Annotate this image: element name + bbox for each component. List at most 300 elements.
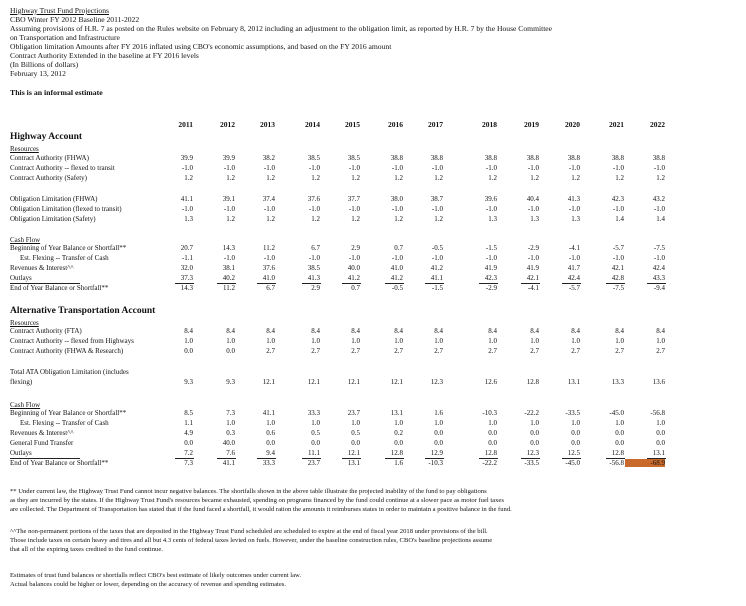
table-cell: 43.3: [652, 274, 665, 282]
row-label: Beginning of Year Balance or Shortfall**: [10, 244, 127, 252]
table-cell: 2.7: [656, 347, 665, 355]
table-cell: 1.2: [184, 174, 193, 182]
table-cell: -1.0: [391, 254, 403, 262]
row-underline: [647, 458, 666, 459]
table-cell: -1.0: [263, 205, 275, 213]
row-label: Obligation Limitation (Safety): [10, 215, 96, 223]
table-cell: 1.2: [311, 215, 320, 223]
year-header: 2014: [305, 120, 320, 129]
table-cell: 37.6: [262, 264, 275, 272]
table-cell: 12.5: [567, 449, 580, 457]
table-cell: 1.2: [394, 174, 403, 182]
row-label: Contract Authority (FHWA & Research): [10, 347, 124, 355]
table-cell: 0.0: [488, 439, 497, 447]
table-cell: 42.1: [526, 274, 539, 282]
table-cell: 1.2: [656, 174, 665, 182]
table-cell: 1.1: [184, 419, 193, 427]
table-cell: -1.0: [612, 164, 624, 172]
table-cell: -1.5: [485, 244, 497, 252]
table-cell: -7.5: [653, 244, 665, 252]
table-cell: 1.2: [226, 174, 235, 182]
row-label: Total ATA Obligation Limitation (includes: [10, 368, 129, 376]
row-label: Obligation Limitation (flexed to transit): [10, 205, 122, 213]
table-cell: -1.0: [485, 205, 497, 213]
table-cell: 8.4: [351, 327, 360, 335]
table-cell: 8.4: [394, 327, 403, 335]
table-cell: 12.9: [430, 449, 443, 457]
footnote-estimates-line: Actual balances could be higher or lower, depending on the accuracy of revenue and spending estimates.: [10, 581, 287, 588]
row-underline: [606, 283, 625, 284]
table-cell: -1.0: [568, 205, 580, 213]
row-underline: [521, 458, 540, 459]
table-cell: -56.8: [609, 459, 624, 467]
table-cell: 0.6: [266, 429, 275, 437]
footnote-taxes-line: ^^The non-permanent portions of the taxes that are deposited in the Highway Trust Fund scheduled are scheduled to expire at the end of fiscal year 2018 under provisions of the bill.: [10, 528, 488, 535]
table-cell: 12.6: [484, 378, 497, 386]
footnote-taxes-line: that all of the expiring taxes credited to the fund continue.: [10, 546, 163, 553]
row-underline: [257, 283, 276, 284]
year-header: 2020: [565, 120, 580, 129]
table-cell: 14.3: [180, 284, 193, 292]
table-cell: 2.9: [351, 244, 360, 252]
table-cell: 2.7: [351, 347, 360, 355]
table-cell: 1.0: [226, 337, 235, 345]
row-label: End of Year Balance or Shortfall**: [10, 284, 109, 292]
row-label: Outlays: [10, 449, 32, 457]
table-cell: 8.4: [615, 327, 624, 335]
table-cell: 1.0: [615, 419, 624, 427]
table-cell: 1.0: [488, 419, 497, 427]
table-cell: 41.3: [567, 195, 580, 203]
table-cell: 1.2: [351, 215, 360, 223]
header-line: Assuming provisions of H.R. 7 as posted on the Rules website on February 8, 2012 including an adjustment to the obligation limit, as reported by H.R. 7 by the House Committee: [10, 24, 553, 33]
table-cell: -1.0: [348, 254, 360, 262]
table-cell: -10.3: [428, 459, 443, 467]
table-cell: 1.0: [226, 419, 235, 427]
table-cell: 0.0: [656, 439, 665, 447]
table-cell: -5.7: [612, 244, 624, 252]
table-cell: -1.0: [263, 254, 275, 262]
table-cell: -2.9: [527, 244, 539, 252]
footnote-taxes-line: Those include taxes on certain heavy and tires and all but 4.3 cents of federal taxes levied on fuels. However, under the baseline construction rules, CBO's baseline projections assume: [10, 537, 493, 544]
footnote-shortfall-line: are collected. The Department of Transportation has stated that if the fund faced a shortfall, it would ration the amounts it reimburses states in order to maintain a positive balance in the fund.: [10, 506, 512, 513]
table-cell: 1.2: [394, 215, 403, 223]
table-cell: 32.0: [180, 264, 193, 272]
table-cell: 38.7: [430, 195, 443, 203]
table-cell: 4.9: [184, 429, 193, 437]
table-cell: 1.0: [394, 419, 403, 427]
table-cell: 2.7: [615, 347, 624, 355]
table-cell: -1.0: [181, 205, 193, 213]
table-cell: 0.0: [615, 429, 624, 437]
row-underline: [425, 458, 444, 459]
row-label: flexing): [10, 378, 33, 386]
table-cell: 1.4: [656, 215, 665, 223]
table-cell: 8.4: [571, 327, 580, 335]
table-cell: 11.1: [308, 449, 320, 457]
row-underline: [521, 283, 540, 284]
table-cell: 1.3: [184, 215, 193, 223]
table-cell: 41.1: [222, 459, 235, 467]
table-cell: 20.7: [180, 244, 193, 252]
table-cell: -1.0: [431, 164, 443, 172]
row-underline: [562, 458, 581, 459]
table-cell: 12.8: [526, 378, 539, 386]
table-cell: -22.2: [524, 409, 539, 417]
table-cell: 37.3: [180, 274, 193, 282]
table-cell: 23.7: [347, 409, 360, 417]
table-cell: 42.3: [484, 274, 497, 282]
table-cell: 12.8: [390, 449, 403, 457]
table-cell: 12.1: [262, 378, 275, 386]
table-cell: 1.2: [530, 174, 539, 182]
table-cell: -1.1: [181, 254, 193, 262]
table-cell: 7.6: [226, 449, 235, 457]
table-cell: -0.5: [391, 284, 403, 292]
row-label: Outlays: [10, 274, 32, 282]
cash-flow-label: Cash Flow: [10, 401, 41, 409]
table-cell: 0.7: [351, 284, 360, 292]
table-cell: 13.3: [611, 378, 624, 386]
header-line: on Transportation and Infrastructure: [10, 33, 120, 42]
table-cell: 8.4: [488, 327, 497, 335]
year-header: 2016: [388, 120, 403, 129]
table-cell: -1.0: [391, 164, 403, 172]
table-cell: 0.0: [266, 439, 275, 447]
row-label: Contract Authority -- flexed to transit: [10, 164, 115, 172]
table-cell: 6.7: [266, 284, 275, 292]
table-cell: -33.5: [524, 459, 539, 467]
year-header: 2019: [524, 120, 539, 129]
table-cell: 1.2: [266, 215, 275, 223]
table-cell: -1.0: [391, 205, 403, 213]
table-cell: -1.5: [431, 284, 443, 292]
table-cell: 42.8: [611, 274, 624, 282]
table-cell: -1.0: [308, 164, 320, 172]
table-cell: 1.0: [434, 337, 443, 345]
row-underline: [479, 283, 498, 284]
table-cell: 8.4: [434, 327, 443, 335]
table-cell: 38.8: [390, 154, 403, 162]
table-cell: -1.0: [653, 164, 665, 172]
table-cell: -1.0: [568, 254, 580, 262]
table-cell: 0.0: [488, 429, 497, 437]
footnote-shortfall-line: ** Under current law, the Highway Trust Fund cannot incur negative balances. The shortfalls shown in the above table illustrate the projected inability of the fund to pay obligations: [10, 488, 487, 495]
table-cell: 8.5: [184, 409, 193, 417]
table-cell: 41.0: [390, 264, 403, 272]
year-header: 2012: [220, 120, 235, 129]
table-cell: 41.1: [430, 274, 443, 282]
table-cell: 41.9: [484, 264, 497, 272]
row-underline: [385, 283, 404, 284]
row-underline: [342, 458, 361, 459]
table-cell: 0.0: [434, 429, 443, 437]
row-label: Contract Authority (FTA): [10, 327, 82, 335]
table-cell: 1.3: [488, 215, 497, 223]
table-cell: 7.3: [184, 459, 193, 467]
table-cell: 8.4: [656, 327, 665, 335]
row-label: Revenues & Interest^^: [10, 264, 74, 272]
header-line: Contract Authority Extended in the baseline at FY 2016 levels: [10, 51, 199, 60]
table-cell: -45.0: [565, 459, 580, 467]
table-cell: -1.0: [431, 205, 443, 213]
table-cell: 12.1: [390, 378, 403, 386]
table-cell: 40.0: [222, 439, 235, 447]
table-cell: 6.7: [311, 244, 320, 252]
table-cell: 12.3: [430, 378, 443, 386]
year-header: 2015: [345, 120, 360, 129]
row-underline: [257, 458, 276, 459]
row-underline: [562, 283, 581, 284]
row-underline: [385, 458, 404, 459]
table-cell: 1.0: [615, 337, 624, 345]
year-header: 2017: [428, 120, 443, 129]
table-cell: 0.5: [311, 429, 320, 437]
cash-flow-label: Cash Flow: [10, 236, 41, 244]
table-cell: 0.0: [571, 429, 580, 437]
table-cell: 7.2: [184, 449, 193, 457]
table-cell: 2.7: [530, 347, 539, 355]
table-cell: 41.7: [567, 264, 580, 272]
footnote-estimates-line: Estimates of trust fund balances or shortfalls reflect CBO's best estimate of likely outcomes under current law.: [10, 572, 301, 579]
table-cell: 37.7: [347, 195, 360, 203]
table-cell: -1.0: [653, 254, 665, 262]
table-cell: -56.8: [650, 409, 665, 417]
table-cell: 2.9: [311, 284, 320, 292]
section-title-highway: Highway Account: [10, 132, 83, 142]
table-cell: 39.9: [180, 154, 193, 162]
table-cell: -2.9: [485, 284, 497, 292]
row-underline: [647, 283, 666, 284]
table-cell: 38.8: [567, 154, 580, 162]
document-title: Highway Trust Fund Projections: [10, 6, 109, 15]
row-underline: [425, 283, 444, 284]
row-underline: [302, 458, 321, 459]
table-cell: 38.8: [430, 154, 443, 162]
table-cell: 42.3: [611, 195, 624, 203]
table-cell: -1.0: [527, 164, 539, 172]
table-cell: -1.0: [348, 205, 360, 213]
table-cell: 1.0: [530, 419, 539, 427]
table-cell: 40.4: [526, 195, 539, 203]
resources-label: Resources: [10, 319, 39, 327]
table-cell: -1.0: [485, 254, 497, 262]
table-cell: 33.3: [307, 409, 320, 417]
header-line: (In Billions of dollars): [10, 60, 79, 69]
table-cell: 0.0: [226, 347, 235, 355]
row-label: Obligation Limitation (FHWA): [10, 195, 98, 203]
table-cell: 1.0: [184, 337, 193, 345]
row-underline: [342, 283, 361, 284]
row-label: Contract Authority (FHWA): [10, 154, 89, 162]
table-cell: 1.0: [571, 337, 580, 345]
informal-estimate-note: This is an informal estimate: [10, 88, 103, 97]
row-label: Est. Flexing -- Transfer of Cash: [20, 254, 109, 262]
table-cell: 0.7: [394, 244, 403, 252]
row-label: Contract Authority -- flexed from Highways: [10, 337, 134, 345]
table-cell: 39.9: [222, 154, 235, 162]
table-cell: 9.3: [184, 378, 193, 386]
table-cell: -1.0: [527, 205, 539, 213]
row-underline: [217, 458, 236, 459]
table-cell: 12.8: [611, 449, 624, 457]
table-cell: 38.8: [484, 154, 497, 162]
table-cell: -1.0: [308, 205, 320, 213]
table-cell: 14.3: [222, 244, 235, 252]
table-cell: 0.0: [615, 439, 624, 447]
table-cell: 1.0: [530, 337, 539, 345]
resources-label: Resources: [10, 145, 39, 153]
year-header: 2018: [482, 120, 497, 129]
table-cell: 1.0: [394, 337, 403, 345]
table-cell: 9.3: [226, 378, 235, 386]
table-cell: 1.3: [571, 215, 580, 223]
table-cell: 12.1: [307, 378, 320, 386]
table-cell: 2.7: [434, 347, 443, 355]
table-cell: 1.6: [434, 409, 443, 417]
table-cell: 1.2: [311, 174, 320, 182]
table-cell: 13.1: [652, 449, 665, 457]
row-underline: [217, 283, 236, 284]
table-cell: 11.2: [223, 284, 235, 292]
table-cell: 1.4: [615, 215, 624, 223]
table-cell: 1.2: [615, 174, 624, 182]
table-cell: 41.0: [262, 274, 275, 282]
table-cell: 0.0: [184, 347, 193, 355]
table-cell: 0.0: [311, 439, 320, 447]
table-cell: -7.5: [612, 284, 624, 292]
table-cell: 1.0: [656, 337, 665, 345]
table-cell: 37.6: [307, 195, 320, 203]
year-header: 2011: [178, 120, 193, 129]
table-cell: -1.0: [223, 254, 235, 262]
table-cell: 0.5: [351, 429, 360, 437]
table-cell: 41.2: [430, 264, 443, 272]
table-cell: -22.2: [482, 459, 497, 467]
table-cell: 41.1: [180, 195, 193, 203]
row-underline: [10, 458, 80, 459]
table-cell: 1.0: [488, 337, 497, 345]
row-underline: [10, 283, 80, 284]
table-cell: 1.3: [530, 215, 539, 223]
table-cell: 1.2: [226, 215, 235, 223]
table-cell: 1.0: [571, 419, 580, 427]
table-cell: 12.3: [526, 449, 539, 457]
table-cell: -1.0: [527, 254, 539, 262]
table-cell: 8.4: [184, 327, 193, 335]
table-cell: -1.0: [223, 164, 235, 172]
row-label: General Fund Transfer: [10, 439, 74, 447]
table-cell: -4.1: [527, 284, 539, 292]
row-label: Beginning of Year Balance or Shortfall**: [10, 409, 127, 417]
table-cell: 33.3: [262, 459, 275, 467]
table-cell: 1.0: [351, 337, 360, 345]
table-cell: 13.1: [567, 378, 580, 386]
table-cell: 1.0: [656, 419, 665, 427]
row-label: Est. Flexing -- Transfer of Cash: [20, 419, 109, 427]
table-cell: 1.2: [571, 174, 580, 182]
table-cell: 9.4: [266, 449, 275, 457]
table-cell: -1.0: [263, 164, 275, 172]
table-cell: 1.0: [351, 419, 360, 427]
header-line: CBO Winter FY 2012 Baseline 2011-2022: [10, 15, 140, 24]
row-label: Revenues & Interest^^: [10, 429, 74, 437]
table-cell: 0.0: [434, 439, 443, 447]
table-cell: 0.0: [184, 439, 193, 447]
table-cell: 38.5: [307, 154, 320, 162]
header-line: Obligation limitation Amounts after FY 2016 inflated using CBO's economic assumptions, and based on the FY 2016 amount: [10, 42, 392, 51]
table-cell: -45.0: [609, 409, 624, 417]
table-cell: 0.2: [394, 429, 403, 437]
table-cell: 42.1: [611, 264, 624, 272]
table-cell: 11.2: [263, 244, 275, 252]
table-cell: 0.0: [394, 439, 403, 447]
table-cell: 1.2: [434, 215, 443, 223]
table-cell: 42.4: [652, 264, 665, 272]
table-cell: -9.4: [653, 284, 665, 292]
section-title-transit: Alternative Transportation Account: [10, 306, 156, 316]
table-cell: 39.1: [222, 195, 235, 203]
table-cell: -1.0: [485, 164, 497, 172]
table-cell: 12.8: [484, 449, 497, 457]
footnote-shortfall-line: as they are incurred by the states. If the Highway Trust Fund's resources became exhausted, spending on programs financed by the fund could continue at a slower pace as motor fuel taxes: [10, 497, 504, 504]
table-cell: 13.1: [390, 409, 403, 417]
table-cell: 38.5: [347, 154, 360, 162]
table-cell: 1.6: [394, 459, 403, 467]
year-header: 2013: [260, 120, 275, 129]
table-cell: 1.2: [266, 174, 275, 182]
table-cell: 0.0: [351, 439, 360, 447]
table-cell: -4.1: [568, 244, 580, 252]
table-cell: 40.0: [347, 264, 360, 272]
header-line: February 13, 2012: [10, 69, 66, 78]
table-cell: 7.3: [226, 409, 235, 417]
table-cell: 1.0: [311, 419, 320, 427]
table-cell: 41.1: [262, 409, 275, 417]
row-underline: [479, 458, 498, 459]
table-cell: -10.3: [482, 409, 497, 417]
row-underline: [302, 283, 321, 284]
table-cell: 40.2: [222, 274, 235, 282]
table-cell: -1.0: [653, 205, 665, 213]
table-cell: 37.4: [262, 195, 275, 203]
table-cell: 38.8: [652, 154, 665, 162]
table-cell: 42.4: [567, 274, 580, 282]
table-cell: 2.7: [488, 347, 497, 355]
year-header: 2021: [609, 120, 624, 129]
table-cell: 41.3: [307, 274, 320, 282]
table-cell: 0.3: [226, 429, 235, 437]
row-underline: [606, 458, 625, 459]
row-underline: [175, 458, 194, 459]
table-cell: 0.0: [656, 429, 665, 437]
table-cell: -0.5: [431, 244, 443, 252]
table-cell: 23.7: [307, 459, 320, 467]
table-cell: -5.7: [568, 284, 580, 292]
table-cell: 1.2: [351, 174, 360, 182]
table-cell: 8.4: [226, 327, 235, 335]
table-cell: 8.4: [311, 327, 320, 335]
table-cell: 1.2: [488, 174, 497, 182]
table-cell: 1.0: [266, 419, 275, 427]
table-cell: 39.6: [484, 195, 497, 203]
table-cell: 38.5: [307, 264, 320, 272]
row-underline: [175, 283, 194, 284]
table-cell: 2.7: [571, 347, 580, 355]
table-cell: 41.2: [347, 274, 360, 282]
row-label: End of Year Balance or Shortfall**: [10, 459, 109, 467]
table-cell: -1.0: [308, 254, 320, 262]
